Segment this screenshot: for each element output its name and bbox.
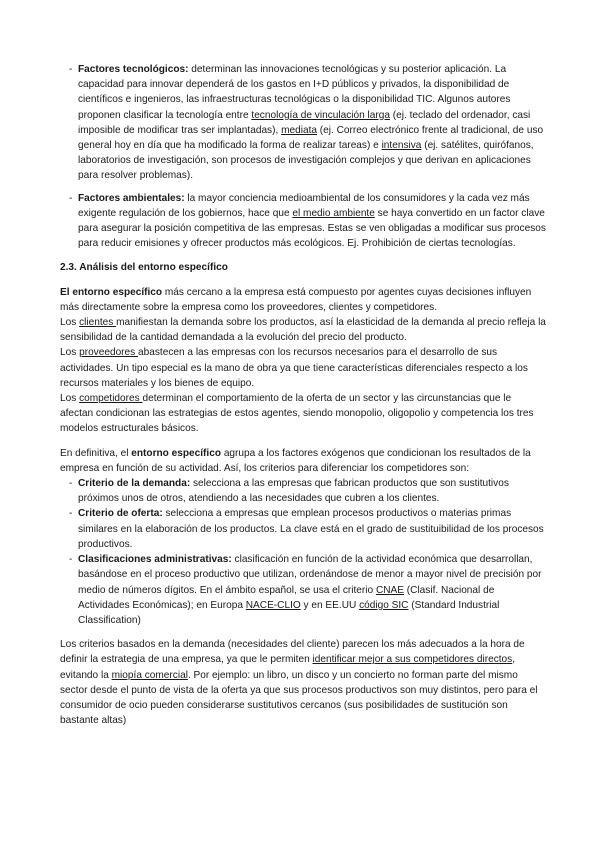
bullet-dash: - bbox=[69, 508, 73, 520]
paragraph-proveedores: Los proveedores abastecen a las empresas con los recursos necesarios para el desarrollo de sus actividades. Un tipo especial es la mano de obra ya que tiene características diferenciales respecto a los recursos materiales y los bienes de equipo. bbox=[60, 347, 528, 389]
underlined-term: clientes bbox=[79, 317, 117, 329]
bullet-factores-ambientales: - Factores ambientales: la mayor conciencia medioambiental de los consumidores y la cada vez más exigente regulación de los gobiernos, hace que el medio ambiente se haya convertido en un factor clave para asegurar la posición competitiva de las empresas. Estas se ven obligadas a modificar sus procesos para reducir emisiones y ofrecer productos más ecológicos. Ej. Prohibición de ciertas tecnologías. bbox=[69, 192, 546, 250]
term-factores-ambientales: Factores ambientales: bbox=[78, 192, 185, 204]
section-heading: 2.3. Análisis del entorno específico bbox=[60, 262, 228, 274]
underlined-term: intensiva bbox=[381, 140, 422, 152]
underlined-term: proveedores bbox=[79, 347, 139, 359]
term-factores-tecnologicos: Factores tecnológicos: bbox=[78, 64, 189, 75]
paragraph-closing: Los criterios basados en la demanda (necesidades del cliente) parecen los más adecuados a la hora de definir la estrategia de una empresa, ya que le permiten identificar mejor a sus competidores directos, evitando la miopía comercial. Por ejemplo: un libro, un disco y un concierto no forman parte del mismo sector desde el punto de vista de la oferta ya que sus procesos productivos son muy distintos, pero para el consumidor de ocio pueden considerarse sustitutivos cercanos (sus posibilidades de sustitución son bastante altas) bbox=[60, 639, 538, 727]
paragraph-clientes: Los clientes manifiestan la demanda sobre los productos, así la elasticidad de la demanda al precio refleja la sensibilidad de la cantidad demandada a la evolución del precio del producto. bbox=[60, 317, 546, 344]
bullet-factores-tecnologicos: - Factores tecnológicos: determinan las innovaciones tecnológicas y su posterior aplicación. La capacidad para innovar dependerá de los gastos en I+D públicos y privados, la disponibilidad de científicos e ingenieros, las infraestructuras tecnológicas o la disponibilidad TIC. Algunos autores proponen clasificar la tecnología entre tecnología de vinculación larga (ej. teclado del ordenador, casi imposible de modificar tras ser implantadas), mediata (ej. Correo electrónico frente al tradicional, de uso general hoy en día que ha modificado la forma de realizar tareas) e intensiva (ej. satélites, quirófanos, laboratorios de investigación, son procesos de investigación complejos y que derivan en aplicaciones para resolver problemas). bbox=[69, 64, 544, 182]
underlined-term: miopía comercial bbox=[111, 669, 188, 681]
underlined-term: identificar mejor a sus competidores directos bbox=[312, 654, 513, 666]
bullet-clasificaciones: - Clasificaciones administrativas: clasificación en función de la actividad económica que desarrollan, basándose en el proceso productivo que utilizan, ordenándose de menor a mayor nivel de precisión por medio de números dígitos. En el ámbito español, se usa el criterio CNAE (Clasif. Nacional de Actividades Económicas); en Europa NACE-CLIO y en EE.UU código SIC (Standard Industrial Classification) bbox=[69, 554, 542, 626]
underlined-term: el medio ambiente bbox=[292, 207, 375, 219]
bullet-criterio-demanda: - Criterio de la demanda: selecciona a las empresas que fabrican productos que son sustitutivos próximos unos de otros, atendiendo a las necesidades que cubren a los clientes. bbox=[69, 478, 509, 505]
underlined-term: CNAE bbox=[375, 584, 404, 596]
bullet-dash: - bbox=[69, 478, 73, 490]
bullet-dash: - bbox=[69, 64, 73, 75]
underlined-term: NACE-CLIO bbox=[245, 599, 301, 611]
paragraph-competidores: Los competidores determinan el comportamiento de la oferta de un sector y las circunstancias que le afectan condicionan las estrategias de estos agentes, siendo monopolio, oligopolio y competencia los tres modelos estructurales básicos. bbox=[60, 393, 534, 435]
bullet-criterio-oferta: - Criterio de oferta: selecciona a empresas que emplean procesos productivos o materias primas similares en la elaboración de los productos. La clave está en el grado de sustituibilidad de los procesos productivos. bbox=[69, 508, 544, 550]
bullet-dash: - bbox=[69, 554, 73, 566]
paragraph-summary: En definitiva, el entorno específico agrupa a los factores exógenos que condicionan los resultados de la empresa en función de su actividad. Así, los criterios para diferenciar los competidores son: bbox=[60, 447, 531, 474]
underlined-term: competidores bbox=[79, 393, 143, 405]
bullet-dash: - bbox=[69, 192, 73, 204]
underlined-term: código SIC bbox=[359, 599, 409, 611]
underlined-term: mediata bbox=[281, 124, 317, 136]
page-content bbox=[60, 62, 546, 728]
paragraph-intro: El entorno específico más cercano a la empresa está compuesto por agentes cuyas decisiones influyen más directamente sobre la empresa como los proveedores, clientes y competidores. bbox=[60, 286, 532, 313]
underlined-term: tecnología de vinculación larga bbox=[251, 109, 390, 121]
